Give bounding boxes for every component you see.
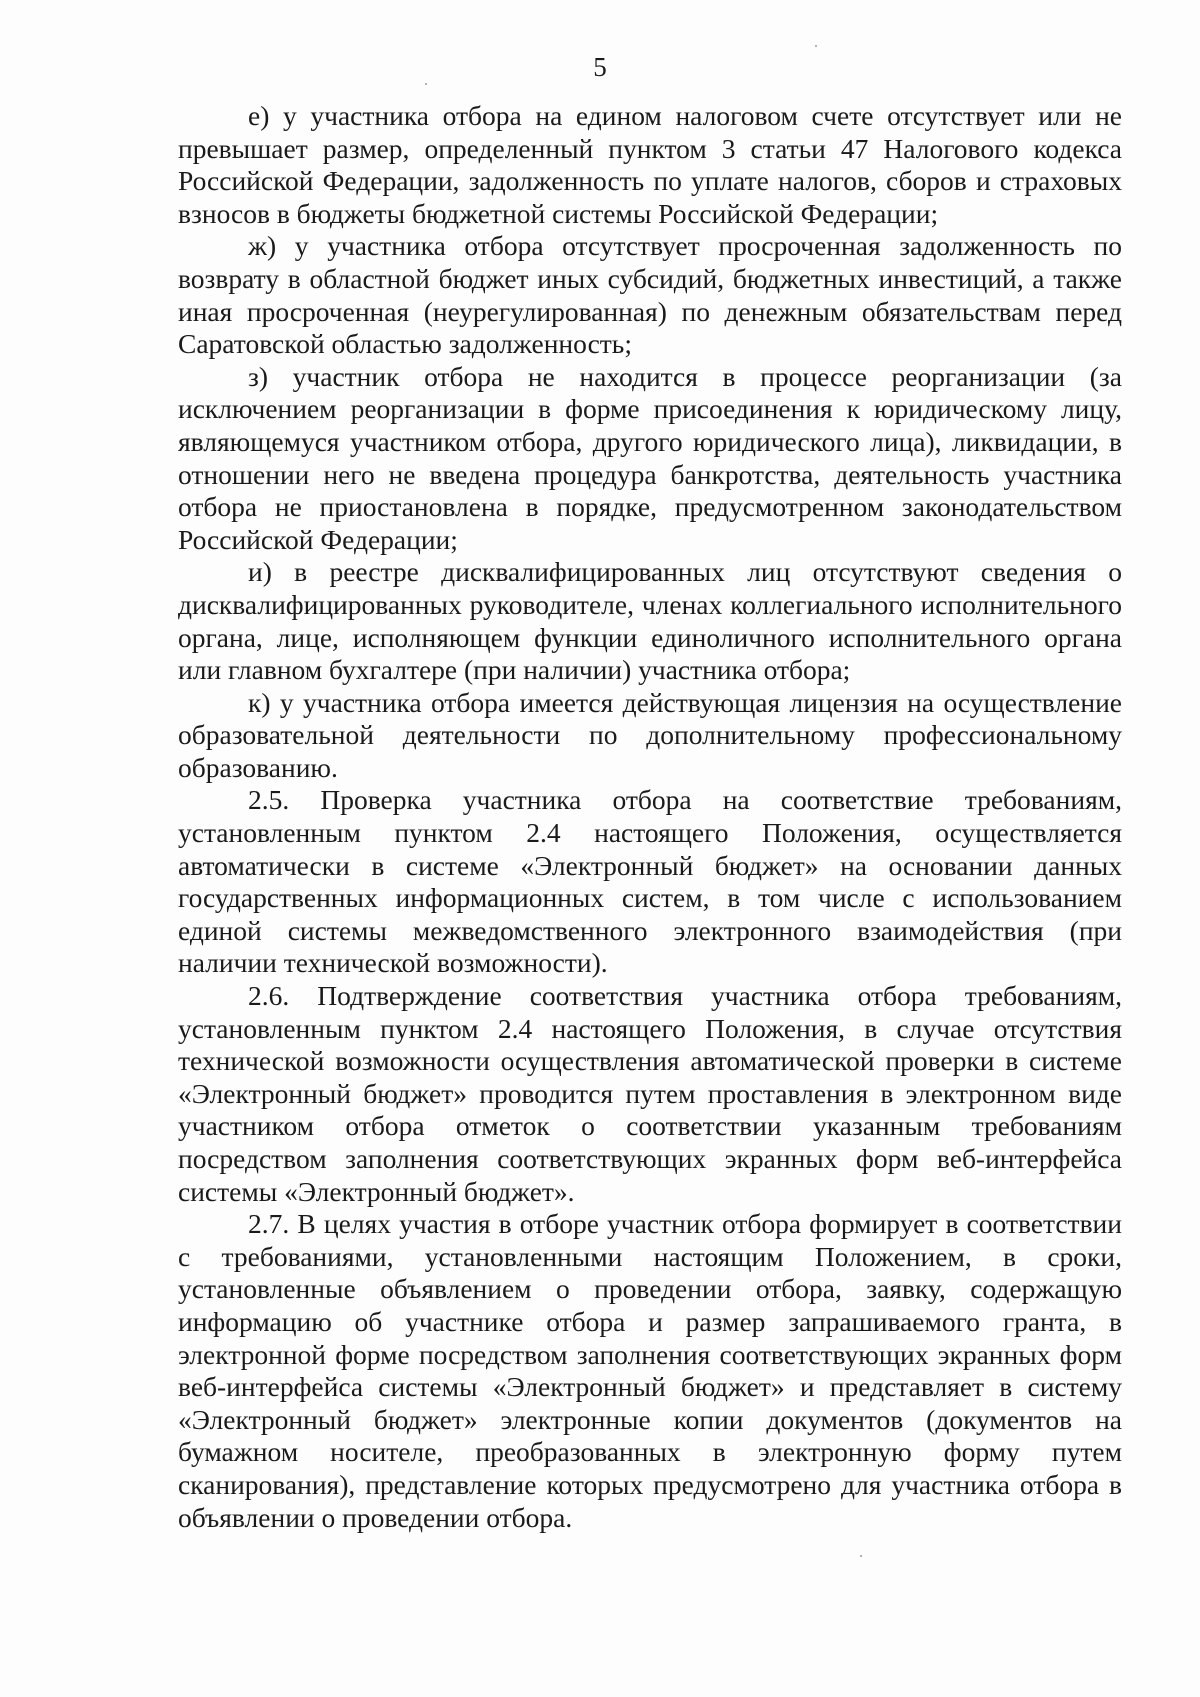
paragraph-i: и) в реестре дисквалифицированных лиц отсутствуют сведения о дисквалифицированных руководителе, членах коллегиального исполнительного органа, лице, исполняющем функции единоличного исполнительного органа или главном бухгалтере (при наличии) участника отбора;	[178, 556, 1122, 686]
paragraph-2-7: 2.7. В целях участия в отборе участник отбора формирует в соответствии с требованиями, установленными настоящим Положением, в сроки, установленные объявлением о проведении отбора, заявку, содержащую информацию об участнике отбора и размер запрашиваемого гранта, в электронной форме посредством заполнения соответствующих экранных форм веб-интерфейса системы «Электронный бюджет» и представляет в систему «Электронный бюджет» электронные копии документов (документов на бумажном носителе, преобразованных в электронную форму путем сканирования), представление которых предусмотрено для участника отбора в объявлении о проведении отбора.	[178, 1208, 1122, 1533]
scan-speck	[815, 45, 817, 47]
paragraph-2-6: 2.6. Подтверждение соответствия участника отбора требованиям, установленным пунктом 2.4 настоящего Положения, в случае отсутствия технической возможности осуществления автоматической проверки в системе «Электронный бюджет» проводится путем проставления в электронном виде участником отбора отметок о соответствии указанным требованиям посредством заполнения соответствующих экранных форм веб-интерфейса системы «Электронный бюджет».	[178, 980, 1122, 1207]
page-number: 5	[593, 52, 607, 82]
scan-speck	[425, 83, 427, 85]
document-body	[178, 100, 1122, 1534]
paragraph-2-5: 2.5. Проверка участника отбора на соответствие требованиям, установленным пунктом 2.4 настоящего Положения, осуществляется автоматически в системе «Электронный бюджет» на основании данных государственных информационных систем, в том числе с использованием единой системы межведомственного электронного взаимодействия (при наличии технической возможности).	[178, 784, 1122, 979]
paragraph-zh: ж) у участника отбора отсутствует просроченная задолженность по возврату в областной бюджет иных субсидий, бюджетных инвестиций, а также иная просроченная (неурегулированная) по денежным обязательствам перед Саратовской областью задолженность;	[178, 230, 1122, 360]
paragraph-z: з) участник отбора не находится в процессе реорганизации (за исключением реорганизации в форме присоединения к юридическому лицу, являющемуся участником отбора, другого юридического лица), ликвидации, в отношении него не введена процедура банкротства, деятельность участника отбора не приостановлена в порядке, предусмотренном законодательством Российской Федерации;	[178, 360, 1122, 555]
scan-speck	[860, 1555, 862, 1557]
paragraph-e: е) у участника отбора на едином налоговом счете отсутствует или не превышает размер, определенный пунктом 3 статьи 47 Налогового кодекса Российской Федерации, задолженность по уплате налогов, сборов и страховых взносов в бюджеты бюджетной системы Российской Федерации;	[178, 100, 1122, 229]
paragraph-k: к) у участника отбора имеется действующая лицензия на осуществление образовательной деятельности по дополнительному профессиональному образованию.	[178, 686, 1122, 783]
